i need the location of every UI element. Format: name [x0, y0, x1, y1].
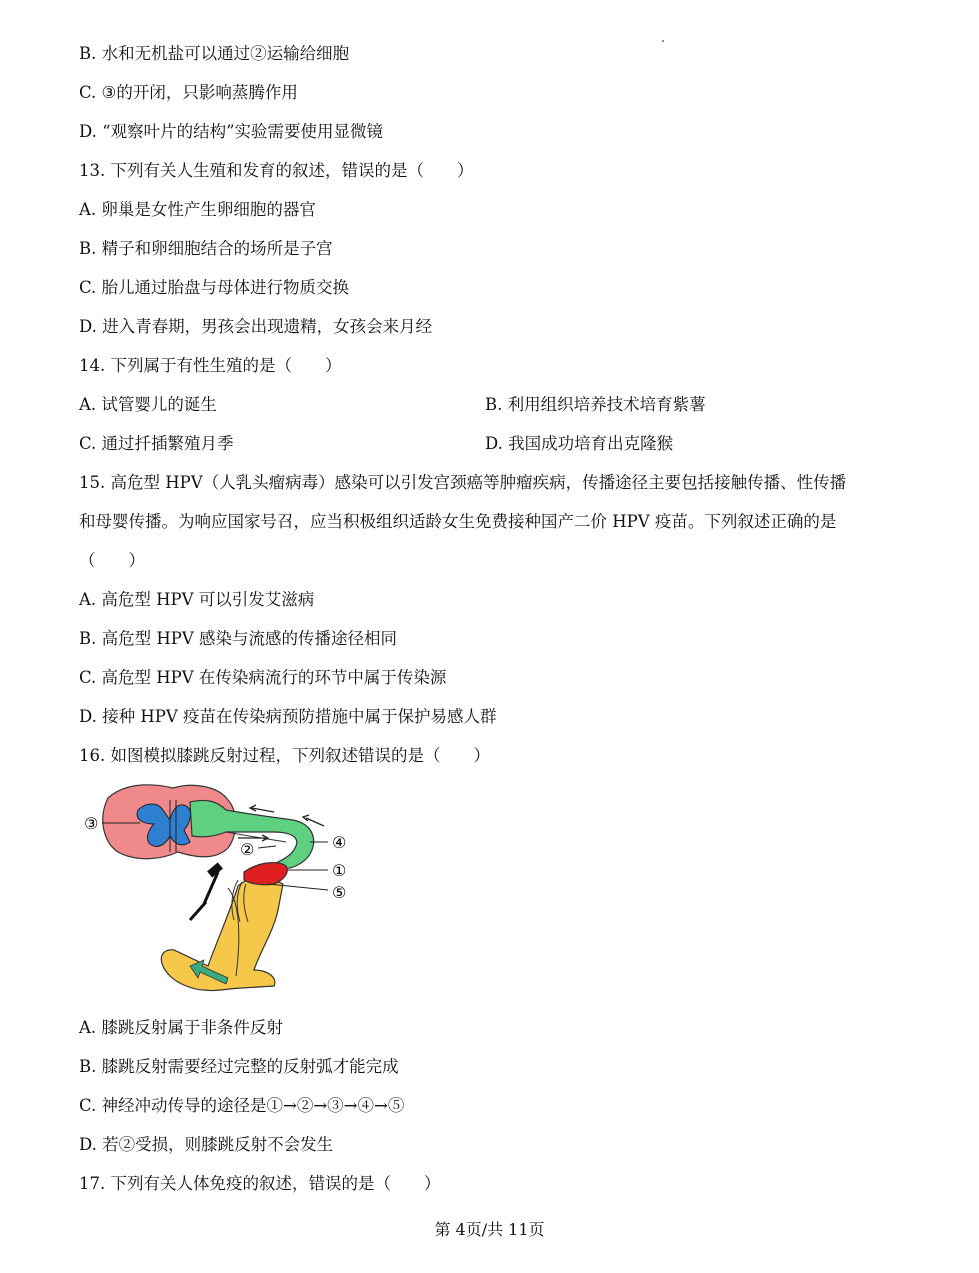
q12-option-c: C. ③的开闭，只影响蒸腾作用: [79, 83, 298, 102]
q15-option-d: D. 接种 HPV 疫苗在传染病预防措施中属于保护易感人群: [79, 707, 497, 726]
question-14: 14. 下列属于有性生殖的是（ ）: [79, 356, 342, 375]
q12-option-d: D. “观察叶片的结构”实验需要使用显微镜: [79, 122, 384, 141]
q16-option-d: D. 若②受损，则膝跳反射不会发生: [79, 1135, 334, 1154]
q14-option-d: D. 我国成功培育出克隆猴: [485, 434, 674, 453]
q15-option-c: C. 高危型 HPV 在传染病流行的环节中属于传染源: [79, 668, 447, 687]
q13-option-d: D. 进入青春期，男孩会出现遗精，女孩会来月经: [79, 317, 433, 336]
q12-option-b: B. 水和无机盐可以通过②运输给细胞: [79, 44, 350, 63]
q16-option-a: A. 膝跳反射属于非条件反射: [79, 1018, 283, 1037]
q13-option-c: C. 胎儿通过胎盘与母体进行物质交换: [79, 278, 350, 297]
scan-speck: [662, 40, 664, 42]
question-13: 13. 下列有关人生殖和发育的叙述，错误的是（ ）: [79, 161, 474, 180]
q14-option-c: C. 通过扦插繁殖月季: [79, 434, 234, 453]
q13-option-a: A. 卵巢是女性产生卵细胞的器官: [79, 200, 316, 219]
label-2: ②: [240, 840, 255, 859]
q15-option-a: A. 高危型 HPV 可以引发艾滋病: [79, 590, 315, 609]
q16-option-b: B. 膝跳反射需要经过完整的反射弧才能完成: [79, 1057, 399, 1076]
question-15-line-3: （ ）: [79, 551, 145, 570]
label-3: ③: [84, 814, 99, 833]
label-4: ④: [332, 833, 347, 852]
q14-option-b: B. 利用组织培养技术培育紫薯: [485, 395, 706, 414]
question-15-line-1: 15. 高危型 HPV（人乳头瘤病毒）感染可以引发宫颈癌等肿瘤疾病，传播途径主要包括接触传播、性传播: [79, 473, 847, 492]
question-16: 16. 如图模拟膝跳反射过程，下列叙述错误的是（ ）: [79, 746, 490, 765]
question-15-line-2: 和母婴传播。为响应国家号召，应当积极组织适龄女生免费接种国产二价 HPV 疫苗。下列叙述正确的是: [79, 512, 837, 531]
leg: [161, 878, 283, 990]
question-17: 17. 下列有关人体免疫的叙述，错误的是（ ）: [79, 1174, 441, 1193]
reflex-hammer-icon: [190, 862, 223, 920]
q15-option-b: B. 高危型 HPV 感染与流感的传播途径相同: [79, 629, 398, 648]
knee-jerk-reflex-figure: [78, 780, 368, 1005]
label-1: ①: [332, 861, 347, 880]
q13-option-b: B. 精子和卵细胞结合的场所是子宫: [79, 239, 333, 258]
q14-option-a: A. 试管婴儿的诞生: [79, 395, 217, 414]
quadriceps-muscle: [244, 863, 287, 885]
page-number: 第 4页/共 11页: [434, 1220, 545, 1239]
label-5: ⑤: [332, 883, 347, 902]
q16-option-c: C. 神经冲动传导的途径是①→②→③→④→⑤: [79, 1096, 405, 1115]
